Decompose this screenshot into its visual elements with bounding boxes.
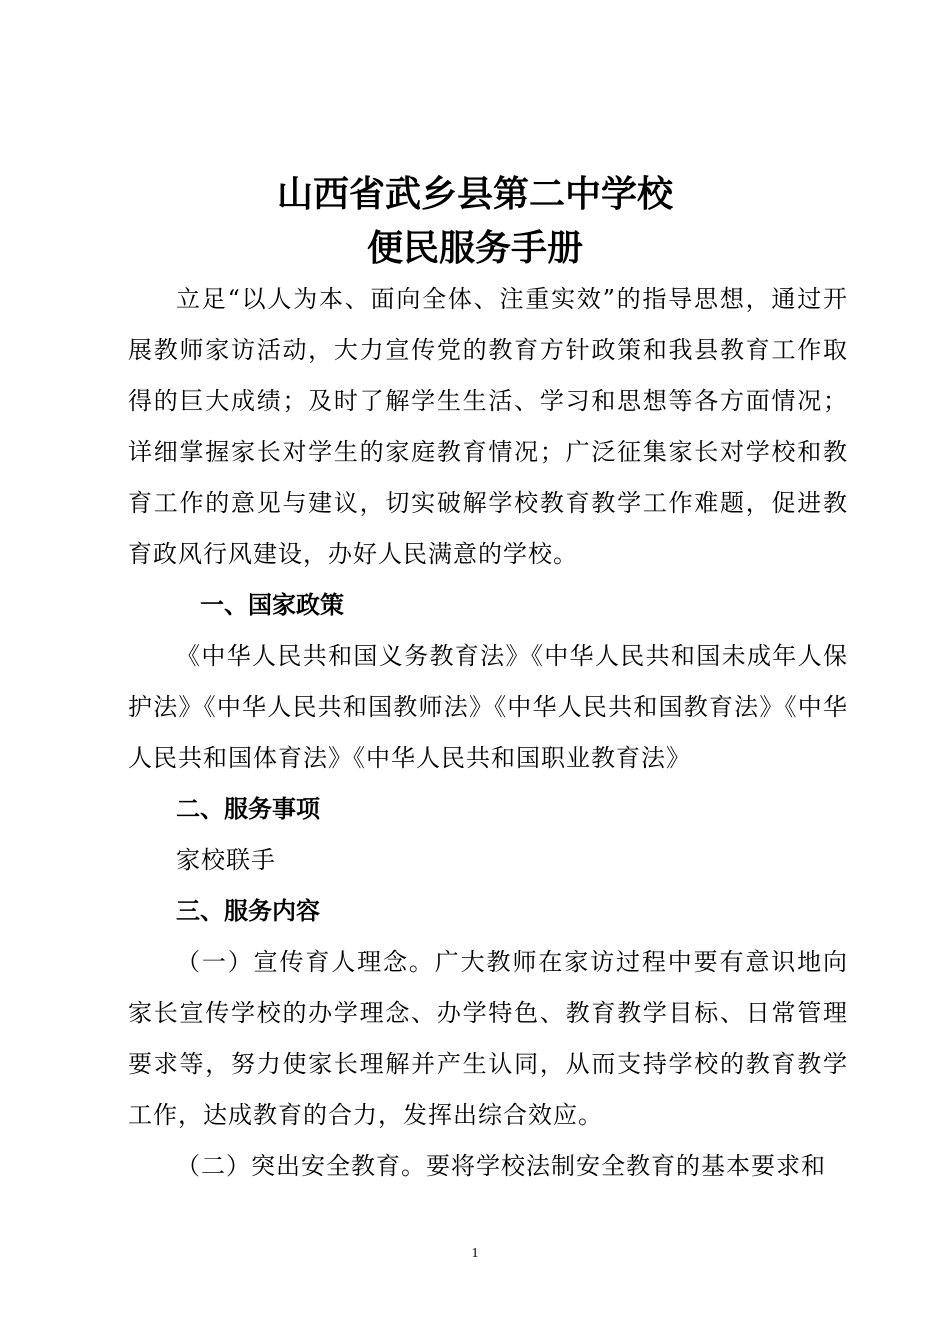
section-heading-policy: 一、国家政策 [200,591,344,619]
section-service-content-paragraph-1: （一）宣传育人理念。广大教师在家访过程中要有意识地向家长宣传学校的办学理念、办学特色、教育教学目标、日常管理要求等，努力使家长理解并产生认同，从而支持学校的教育教学工作，达成教育的合力，发挥出综合效应。 [128,948,848,1129]
page-number: 1 [471,1246,479,1261]
document-body [128,274,848,1192]
section-policy-paragraph: 《中华人民共和国义务教育法》《中华人民共和国未成年人保护法》《中华人民共和国教师法》《中华人民共和国教育法》《中华人民共和国体育法》《中华人民共和国职业教育法》 [128,642,848,772]
document-title-line2: 便民服务手册 [366,227,583,269]
section-heading-service-items: 二、服务事项 [176,795,320,823]
section-service-items-paragraph: 家校联手 [176,846,276,874]
section-heading-service-content: 三、服务内容 [176,897,320,925]
intro-paragraph: 立足“以人为本、面向全体、注重实效”的指导思想，通过开展教师家访活动，大力宣传党的教育方针政策和我县教育工作取得的巨大成绩；及时了解学生生活、学习和思想等各方面情况；详细掌握家长对学生的家庭教育情况；广泛征集家长对学校和教育工作的意见与建议，切实破解学校教育教学工作难题，促进教育政风行风建设，办好人民满意的学校。 [128,285,848,568]
section-service-content-paragraph-2: （二）突出安全教育。要将学校法制安全教育的基本要求和 [176,1152,826,1180]
document-title-line1: 山西省武乡县第二中学校 [276,173,673,215]
